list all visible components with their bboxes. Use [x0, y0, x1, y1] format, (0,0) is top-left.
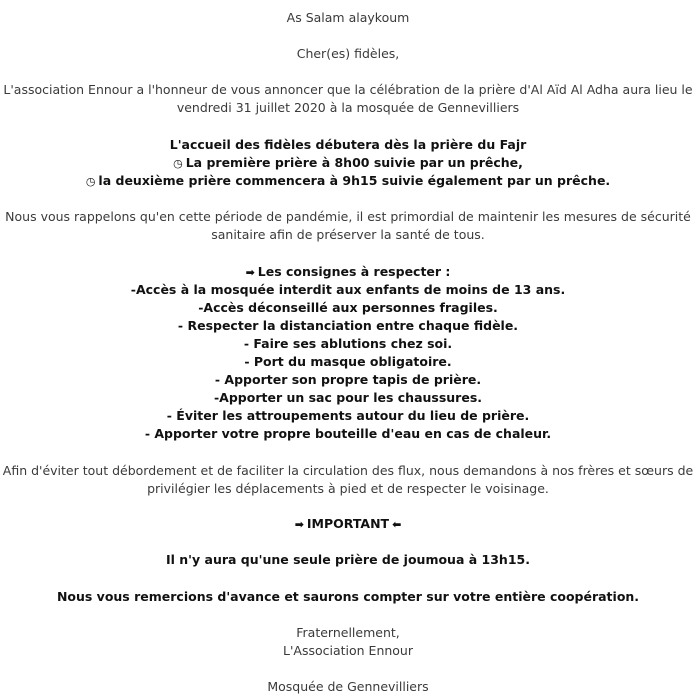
first-prayer-text: La première prière à 8h00 suivie par un prêche, [185, 155, 523, 170]
rule-item: - Éviter les attroupements autour du lieu de prière. [166, 408, 530, 423]
intro-line-2: vendredi 31 juillet 2020 à la mosquée de Gennevilliers [176, 100, 520, 115]
rule-item: - Respecter la distanciation entre chaque fidèle. [177, 318, 519, 333]
rule-item: - Apporter votre propre bouteille d'eau en cas de chaleur. [144, 426, 552, 441]
important-heading [0, 515, 696, 534]
second-prayer-text: la deuxième prière commencera à 9h15 suivie également par un prêche. [98, 173, 611, 188]
second-prayer-line [0, 172, 696, 191]
rules-title-text: Les consignes à respecter : [257, 264, 451, 279]
intro-line-1: L'association Ennour a l'honneur de vous annoncer que la célébration de la prière d'Al Aïd Al Adha aura lieu le [3, 82, 693, 97]
left-arrow-icon: ⬅ [392, 518, 402, 531]
first-prayer-line [0, 154, 696, 173]
joumoua-notice: Il n'y aura qu'une seule prière de joumoua à 13h15. [166, 552, 530, 567]
pandemic-line-1: Nous vous rappelons qu'en cette période de pandémie, il est primordial de maintenir les mesures de sécurité [5, 209, 691, 224]
welcome-line: L'accueil des fidèles débutera dès la prière du Fajr [169, 137, 527, 152]
closing-signature: L'Association Ennour [283, 643, 413, 658]
right-arrow-icon: ➡ [294, 518, 304, 531]
closing-regards: Fraternellement, [296, 625, 400, 640]
thanks-notice: Nous vous remercions d'avance et saurons compter sur votre entière coopération. [56, 589, 640, 604]
rule-item: -Accès déconseillé aux personnes fragiles. [198, 300, 498, 315]
rule-item: -Apporter un sac pour les chaussures. [213, 390, 483, 405]
rule-item: - Apporter son propre tapis de prière. [214, 372, 482, 387]
rule-item: - Faire ses ablutions chez soi. [243, 336, 453, 351]
greeting: As Salam alaykoum [286, 10, 410, 25]
right-arrow-icon: ➡ [245, 266, 255, 279]
traffic-line-1: Afin d'éviter tout débordement et de faciliter la circulation des flux, nous demandons à nos frères et sœurs de [2, 463, 694, 478]
closing-place: Mosquée de Gennevilliers [267, 679, 429, 694]
clock-icon: ◷ [85, 175, 96, 188]
clock-icon: ◷ [173, 157, 183, 170]
salutation: Cher(es) fidèles, [296, 46, 400, 61]
traffic-line-2: privilégier les déplacements à pied et de respecter le voisinage. [147, 481, 549, 496]
important-label: IMPORTANT [306, 516, 390, 531]
pandemic-line-2: sanitaire afin de préserver la santé de tous. [211, 227, 485, 242]
rule-item: -Accès à la mosquée interdit aux enfants de moins de 13 ans. [130, 282, 566, 297]
rule-item: - Port du masque obligatoire. [244, 354, 452, 369]
rules-title [0, 263, 696, 282]
